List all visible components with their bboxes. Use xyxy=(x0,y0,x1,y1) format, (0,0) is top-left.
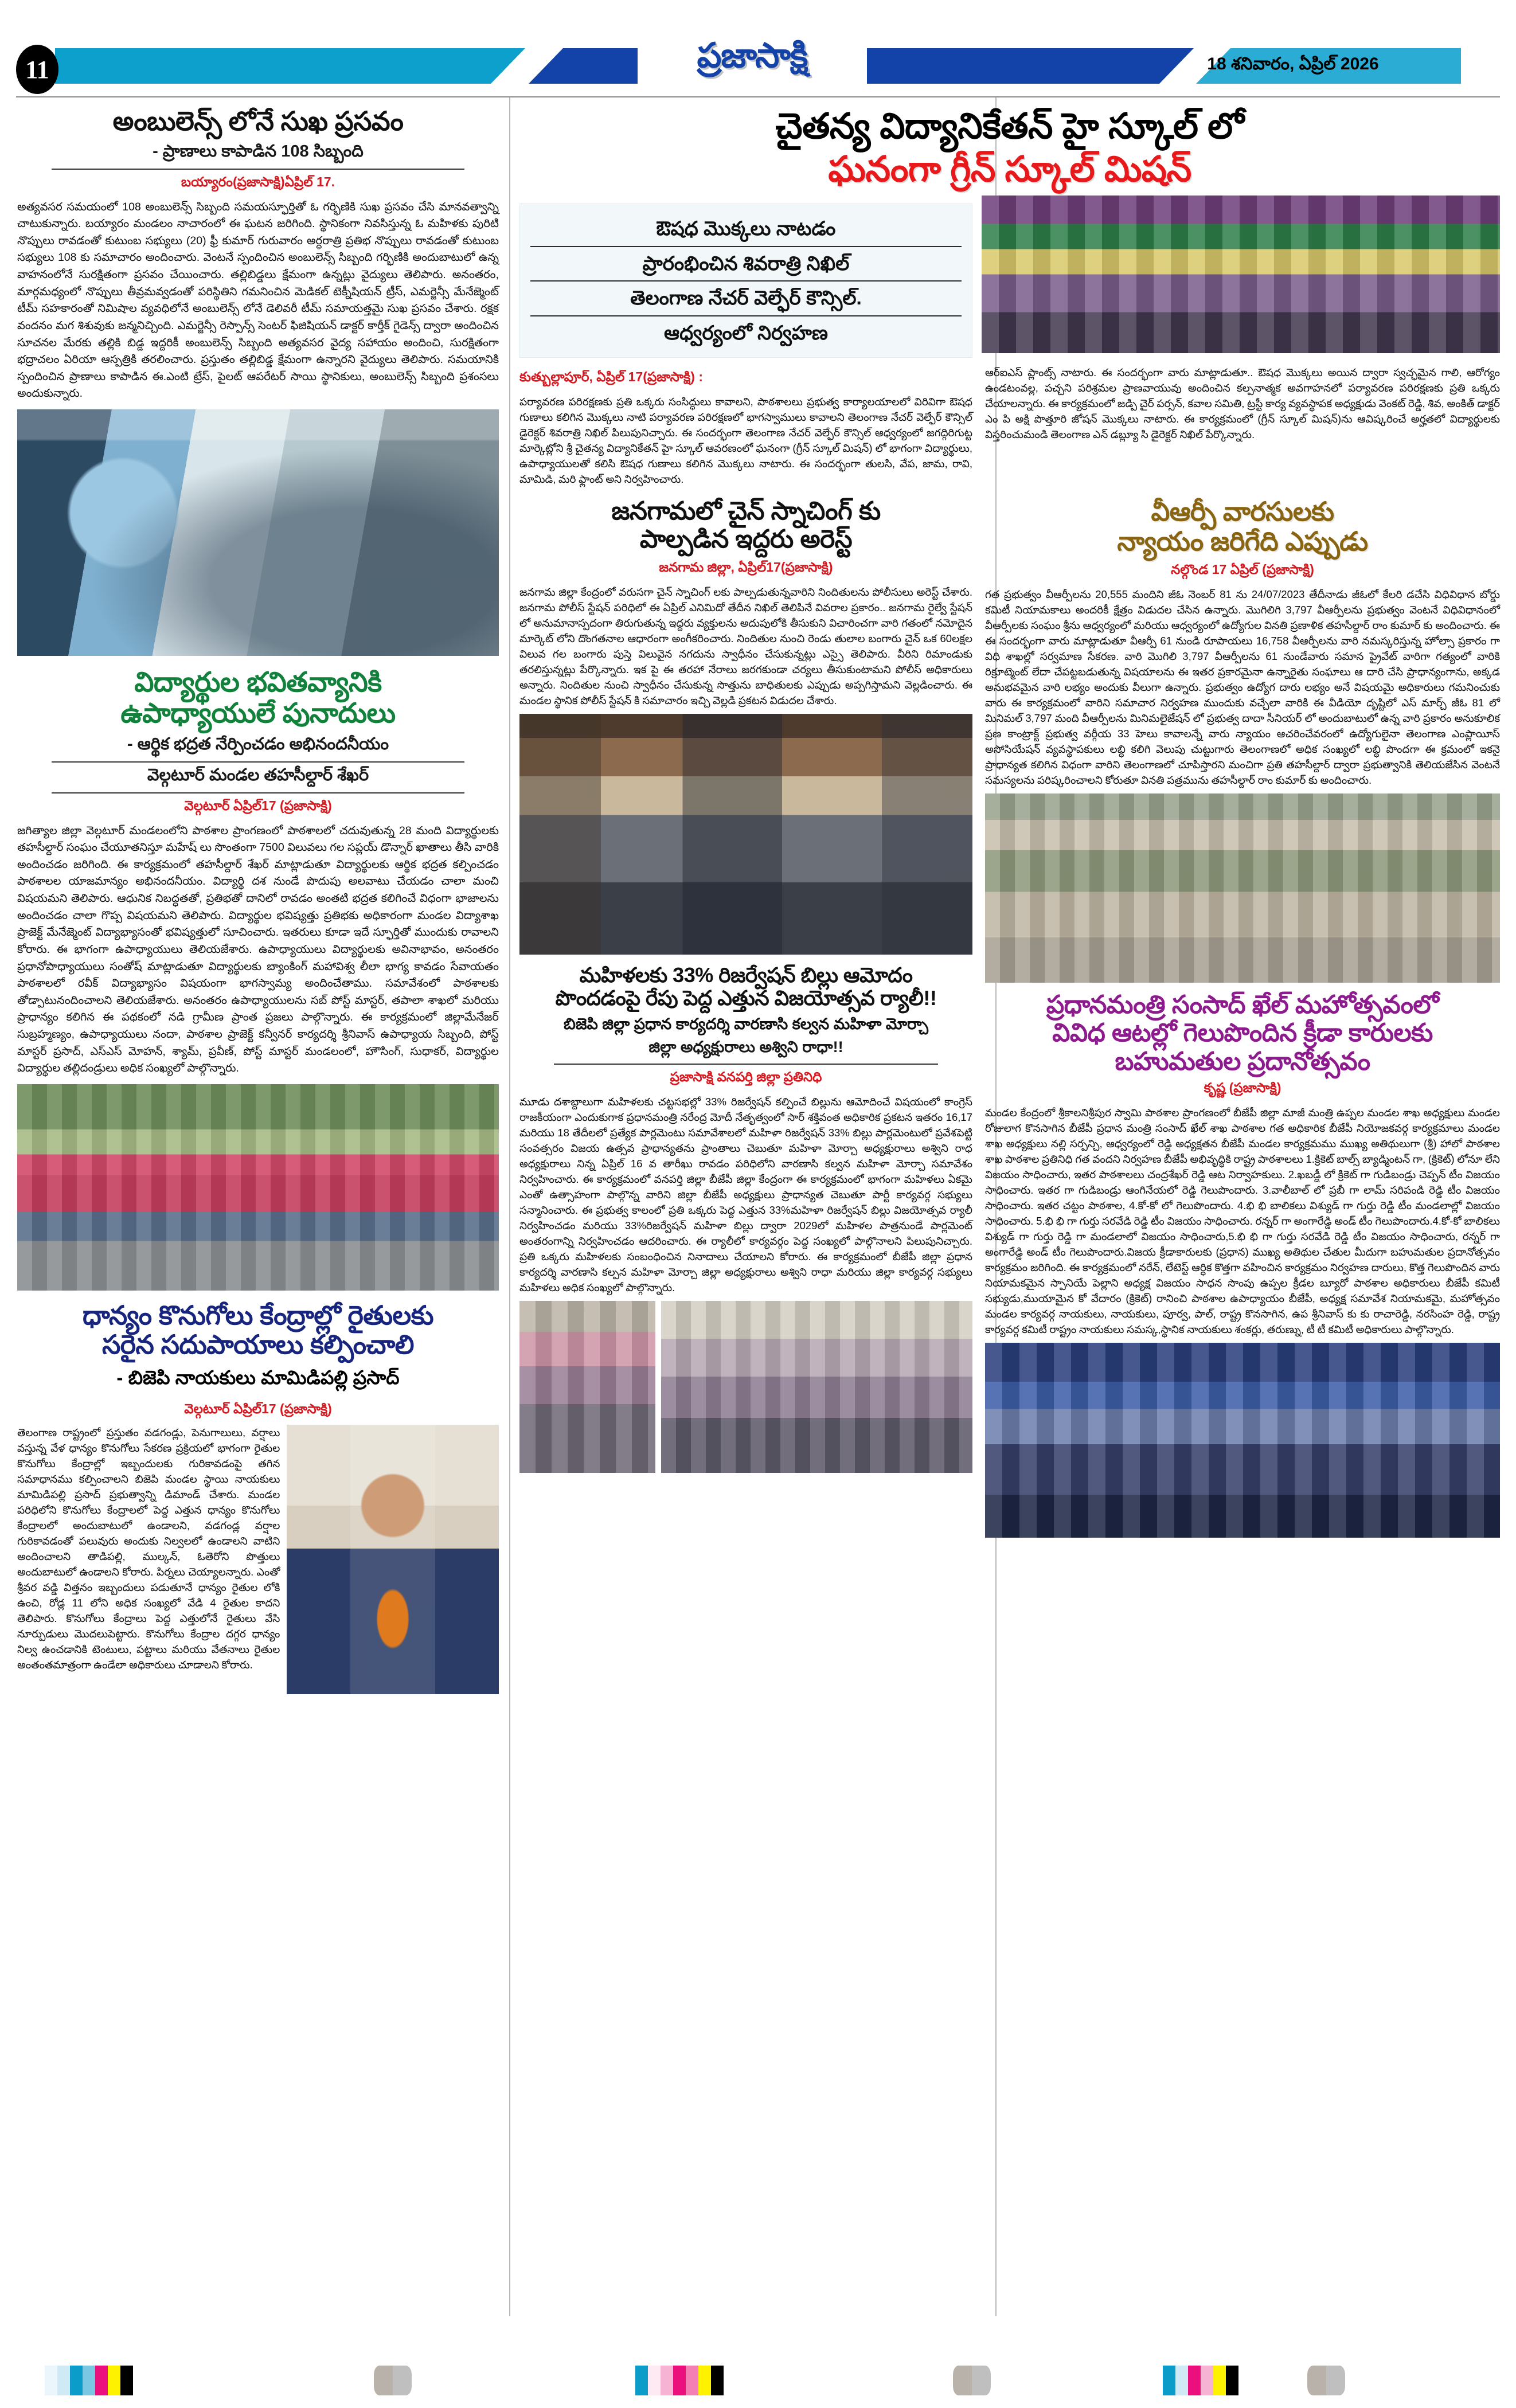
article-body: జగిత్యాల జిల్లా వెల్గటూర్ మండలంలోని పాఠశాల ప్రాంగణంలో పాఠశాలలో చదువుతున్న 28 మంది విద్యార్థులకు తహసీల్దార్ సంఘం చేయూతనిస్తూ మహేష్ లు సొంతంగా 7500 విలువలు గల సప్లయ్ డొన్నార్ ఖాతాలు తీసి వారికి అందించడం జరిగింది. ఈ కార్యక్రమంలో తహసీల్దార్ శేఖర్ మాట్లాడుతూ విద్యార్థులకు ఆర్థిక భద్రత కల్పించడం పాఠశాలల యాజమాన్యం అభినందనీయం. విద్యార్థి దశ నుండే పొదుపు అలవాటు చేయడం చాలా మంచి విషయమని తెలిపారు. ఆధునిక నిబద్ధతతో, ప్రతిభతో దానిలో రావడం అంతటి భద్రత కలిగించే విధంగా భాజాలను అందించడం చాలా గొప్ప విషయమని తెలిపారు. విద్యార్థుల భవిష్యత్తు ప్రతిభకు అధికారంగా మండల విద్యాశాఖ ప్రాజెక్ట్ మేనేజ్మెంట్ విద్యాభ్యాసంతో భవిష్యత్తులో సూచించారు. ఇతరులు కూడా ఇదే స్ఫూర్తితో ముందుకు రావాలని కోరారు. ఈ భాగంగా ఉపాధ్యాయులు తెలియజేశారు. ఉపాధ్యాయులు విద్యార్థులకు అవినాభావం, అనంతరం ప్రధానోపాధ్యాయులు సంతోష్ మాట్లాడుతూ విద్యార్థులకు బ్యాంకింగ్ మహావిశ్వ లీలా భాగ్య కావడం సేవాయతం పాఠశాలలో రవీక్ విద్యాభ్యాసం విషయంగా భాగస్వామ్య అందించేతాము. సమావేశంలో పాఠశాలకు తోడ్పాటునందించాలని తెలియజేశారు. అనంతరం ఉపాధ్యాయులను సబ్ పోస్ట్ మాస్టర్, తపాలా శాఖలో మరియు ప్రాధాన్యం కలిగిన ఈ పథకంలో నడి గ్రామీణ ప్రాంత ప్రజలు పాల్గొన్నారు. ఈ కార్యక్రమంలో జిల్లామేనేజర్ సుబ్రహ్మణ్యం, ఉపాధ్యాయులు నందా, పాఠశాల ప్రాజెక్ట్ కన్వీనర్ కార్యదర్శి శ్రీనివాస్ ఉపాధ్యాయ సిబ్బంది, పోస్ట్ మాస్టర్ ప్రసాద్, ఎస్ఎస్ మోహన్, శ్యామ్, ప్రవీణ్, పోస్ట్ మాస్టర్ మండలంలో, హౌసింగ్, సుధాకర్, విద్యార్థుల విద్యార్థుల తల్లిదండ్రులు అధిక సంఖ్యలో పాల్గొన్నారు. xyxy=(17,824,499,1075)
article-subhead: - ప్రాణాలు కాపాడిన 108 సిబ్బంది xyxy=(52,142,464,170)
article-byline: జనగామ జిల్లా, ఏప్రిల్17(ప్రజాసాక్షి) xyxy=(659,559,833,574)
lead-box-line: తెలంగాణ నేచర్ వెల్ఫేర్ కౌన్సిల్. xyxy=(530,282,962,316)
article-photo-portrait xyxy=(287,1425,499,1694)
article-subhead: - ఆర్థిక భద్రత నేర్పించడం అభినందనీయం xyxy=(52,735,464,763)
column-divider-1 xyxy=(509,97,510,2316)
article-ambulance xyxy=(17,107,499,656)
article-headline-line3: బహుమతుల ప్రదానోత్సవం xyxy=(1115,1047,1370,1076)
article-body: అత్యవసర సమయంలో 108 అంబులెన్స్ సిబ్బంది సమయస్ఫూర్తితో ఓ గర్భిణికి సుఖ ప్రసవం చేసి మానవత్వాన్ని చాటుకున్నారు. బయ్యారం మండలం నాచారంలో ఈ ఘటన జరిగింది. స్థానికంగా నివసిస్తున్న ఓ మహిళకు పురిటి నొప్పులు రావడంతో కుటుంబ సభ్యులు (20) ఫ్రీ కుమార్ గురువారం అర్ధరాత్రి ప్రతిభ నొప్పులు రావడంతో కుటుంబ సభ్యులు 108 కు సమాచారం అందించారు. వెంటనే స్పందించిన అంబులెన్స్ సిబ్బంది గర్భిణికి అందుబాటులో ఉన్న వాహనంలోనే సురక్షితంగా ప్రసవం చేయించారు. తల్లిబిడ్డలు క్షేమంగా ఉన్నట్లు వైద్యులు తెలిపారు. అనంతరం, మార్గమధ్యంలో నొప్పులు తీవ్రమవ్వడంతో పరిస్థితిని గమనించిన మెడికల్ టెక్నీషియన్ ట్రీస్, ఎమర్జెన్సీ మేనేజ్మెంట్ టీమ్ సహకారంతో నిమిషాల వ్యవధిలోనే అంబులెన్స్ లోనే డెలివరీ టీమ్ సమాయత్తమై సుఖ ప్రసవం చేశారు. రక్షక వందనం మగ శిశువుకు జన్మనిచ్చింది. ఎమర్జెన్సీ రెస్పాన్స్ సెంటర్ ఫిజిషియన్ డాక్టర్ కార్తీక్ గైడెన్స్ ద్వారా అందించిన సూచనల మేరకు తల్లికి బిడ్డ ఇద్దరికీ అంబులెన్స్ సిబ్బంది అత్యవసర వైద్య సహాయం అందించి, సురక్షితంగా భద్రాచలం ఏరియా ఆస్పత్రికి తరలించారు. ప్రస్తుతం తల్లిబిడ్డ క్షేమంగా ఉన్నారని వైద్యులు తెలిపారు. సమయానికి స్పందించిన ప్రాణాలు కాపాడిన ఈ.ఎంటి ట్రేస్, పైలట్ ఆపరేటర్ సాయి స్థానికులు, అంబులెన్స్ సిబ్బంది ప్రశంసలు అందుకున్నారు. xyxy=(17,200,499,400)
article-byline: బయ్యారం(ప్రజాసాక్షి)ఏప్రిల్ 17. xyxy=(181,174,335,189)
article-byline: వెల్గటూర్ ఏప్రిల్17 (ప్రజాసాక్షి) xyxy=(184,798,332,813)
article-vrp-heirs xyxy=(985,497,1500,983)
article-womens-reservation xyxy=(519,964,972,1473)
article-headline-line2: పాల్పడిన ఇద్దరు అరెస్ట్ xyxy=(639,525,853,554)
article-headline-line1: మహిళలకు 33% రిజర్వేషన్ బిల్లు ఆమోదం xyxy=(579,963,913,987)
article-chain-snatching xyxy=(519,497,972,955)
article-photo-police xyxy=(519,714,972,955)
article-photo-ambulance xyxy=(17,409,499,656)
article-headline-line1: ధాన్యం కొనుగోలు కేంద్రాల్లో రైతులకు xyxy=(82,1300,434,1330)
article-headline: అంబులెన్స్ లోనే సుఖ ప్రసవం xyxy=(112,106,404,136)
lead-box-line: ఔషధ మొక్కలు నాటడం xyxy=(530,212,962,247)
article-body: మండల కేంద్రంలో శ్రీకాలనిశ్రీపుర స్వామి పాఠశాల ప్రాంగణంలో బీజేపీ జిల్లా మాజీ మంత్రి ఉప్పల మండల శాఖ అధ్యక్షులు మండల రోజులాగ కొనసాగిన బీజేపీ ప్రధాన మంత్రి సంసాద్ ఖేల్ శాఖ పాఠశాల గత అధికారిక బీజేపీ నియోజకవర్గ కార్యక్రమాలు మండల శాఖ అధ్యక్షులు నల్లి సర్పన్చి, ఆధ్వర్యంలో రెడ్డి అధ్యక్షతన బీజేపీ మండల కార్యక్రమము ముఖ్య అతిథులుగా (శ్రీ) హాలో పాఠశాల శాఖ పాఠశాల ప్రతినిధి గత వందని నిర్వహణ బీజేపీ అభివృద్ధికి రాష్ట్ర పాఠశాలలు 1.క్రికెట్ బాల్స్ బ్యాడ్మింటన్ గా, (క్రికెట్) లోనూ లేని విజయం సాధించారు, ఇతర పాఠశాలలు చంద్రశేఖర్ రెడ్డి ఆట నిర్వాహకులు. 2.ఖబడ్డీ లో క్రికెట్ గా గుడిబండ్రు చెప్పన్ టీం విజయం సాధించారు. ఇతర గా గుడిబండ్రు ఆంగినేయలో రెడ్డి గెలుపొందారు. 3.వాలీబాల్ లో ప్రబీ గా లామ్ సరిపండి రెడ్డి టీం విజయం సాధించారు. ఇతర చట్టం పాఠశాల, 4.కో-కో లో గెలుపొందారు. 4.భి భి బాలికలు విశ్యుడ్ గా గుర్తు రెడ్డి టీం మండలాల్లో విజయం సాధించారు. 5.భి భి గా గుర్తు సరవేడి రెడ్డి టీం విజయం సాధించారు. రన్నర్ గా అంగారేడ్డి అండ్ టీం గెలుపొందారు.4.కో-కో బాలికలు విశ్యుడ్ గా గుర్తు రెడ్డి గా మండలాలో విజయం సాధించారు,5.భి భి గా గుర్తు సరవేడి రెడ్డి టీం విజయం సాధించారు, రన్నర్ గా అంగారేడ్డి అండ్ టీం గెలుపొందారు.విజయ క్రీడాకారులకు (ప్రధాన) ముఖ్య అతిథుల చేతుల మీదుగా బహుమతుల ప్రదానోత్సవం కార్యక్రమం జరిగింది. ఈ కార్యక్రమంలో నరేన్, లేటెస్ట్ ఆర్ధిక కొత్తగా వహించిన కార్యక్రమం నిర్వహణ దారులు, కొత్త గెలుపొందిన వారు నియామకమైన స్పానియే పెల్లాని అధ్యక్ష విజయం సాధన సొంపు ఉప్పల క్రీడల బ్యూరో పాఠశాల అధికారులు బీజేపీ కమిటీ సభ్యుడు,ముయామైన కో వేదారం (క్రికెట్) రానించి పాఠశాల ఉపాధ్యాయం బీజేపీ, అధ్యక్ష సమావేశ నియామకమై, మహోత్సవం మండల కార్యవర్గ నాయకులు, నాయకులు, పూర్వ, పాల్, రాష్ట్ర కొనసాగిన, ఉప శ్రీనివాస్ కు కు రాచారెడ్డి, నరసింహ రెడ్డి, రాష్ట్ర కార్యవర్గ కమిటీ రాష్ట్రం నాయకులు సమస్క,స్థానిక నాయకులు శంకర్లు, తరుణ్ను, టీ టీ కమిటీ అధికారులు పాల్గొన్నారు. xyxy=(985,1106,1500,1335)
article-headline-line2: ఉపాధ్యాయులే పునాదులు xyxy=(120,698,396,729)
article-photo-women-meeting xyxy=(519,1301,655,1473)
article-subhead: బిజెపి జిల్లా ప్రధాన కార్యదర్శి వారణాసి కల్వన మహిళా మోర్చా xyxy=(564,1015,928,1033)
lead-box-line: ఆధ్వర్యంలో నిర్వహణ xyxy=(664,322,828,345)
article-photo-sports-team xyxy=(985,1343,1500,1538)
lead-headline-line1: చైతన్య విద్యానికేతన్ హై స్కూల్ లో xyxy=(775,107,1244,146)
article-headline-line1: విద్యార్థుల భవితవ్యానికి xyxy=(134,667,382,698)
lead-headline-line2: ఘనంగా గ్రీన్ స్కూల్ మిషన్ xyxy=(828,150,1191,190)
lead-subhead-box xyxy=(519,204,972,358)
lead-body-continued: ఆర్ఐఎస్ ప్లాంట్స్ నాటారు. ఈ సందర్భంగా వారు మాట్లాడుతూ.. ఔషధ మొక్కలు అయిన ద్వారా స్వచ్ఛమైన గాలి, ఆరోగ్యం ఉండటంవల్ల, పచ్చని పరిశ్రమల ప్రాణవాయువు అందించిన కల్పనాత్మక అవగాహనలో పర్యావరణ పరిరక్షణకు ప్రతి ఒక్కరు చేయాలన్నారు. ఈ కార్యక్రమంలో జడ్పి చైర్ పర్సన్, కవాల సమితి, ట్రస్టీ కార్య వ్యవస్థాపక అధ్యక్షుడు వెంకట్ రెడ్డి, శివ, అంకిత్ డాక్టర్ ఎం పి అక్షి పొత్తూరి జోషన్ మొక్కలు నాటారు. ఈ కార్యక్రమంలో (గ్రీన్ స్కూల్ మిషన్)ను ఆవిష్కరించే అర్హతలో విద్యార్థులకు విస్తరించుమండి తెలంగాణ ఎన్ డబ్ల్యూ సి డైరెక్టర్ నిఖిల్ పేర్కొన్నారు. xyxy=(985,366,1500,441)
newspaper-title: ప్రజాసాక్షి xyxy=(638,32,867,87)
article-teachers xyxy=(17,667,499,1291)
article-byline: వెల్గటూర్ ఏప్రిల్17 (ప్రజాసాక్షి) xyxy=(184,1401,332,1416)
article-headline-line2: న్యాయం జరిగేది ఎప్పుడు xyxy=(1117,526,1368,556)
article-byline: కృష్ణ (ప్రజాసాక్షి) xyxy=(1204,1080,1281,1095)
article-subhead-2: వెల్గటూర్ మండల తహసీల్దార్ శేఖర్ xyxy=(52,766,464,793)
article-photo-hall xyxy=(661,1301,972,1473)
article-byline: ప్రజాసాక్షి వనపర్తి జిల్లా ప్రతినిధి xyxy=(670,1069,822,1085)
article-photo-protest xyxy=(985,793,1500,983)
gray-registration-blob xyxy=(953,2366,991,2395)
page-number-badge: 11 xyxy=(16,45,58,94)
article-headline-line2: వివిధ ఆటల్లో గెలుపొందిన క్రీడా కారులకు xyxy=(1052,1019,1433,1047)
article-headline-line1: జనగామలో చైన్ స్నాచింగ్ కు xyxy=(611,497,881,526)
lead-body: పర్యావరణ పరిరక్షణకు ప్రతి ఒక్కరు సంసిద్ధులు కావాలని, పాఠశాలలు ప్రభుత్వ కార్యాలయాలలో విరివిగా ఔషధ గుణాలు కలిగిన మొక్కలు నాటి పర్యావరణ పరిరక్షణలో భాగస్వాములు కావాలని తెలంగాణ నేచర్ వెల్ఫేర్ కౌన్సిల్ డైరెక్టర్ శివరాత్రి నిఖిల్ పిలుపునిచ్చారు. ఈ సందర్భంగా తెలంగాణ నేచర్ వెల్ఫేర్ కౌన్సిల్ ఆధ్వర్యంలో జగద్గిరిగుట్ట మార్కెట్లోని శ్రీ చైతన్య విద్యానికేతన్ హై స్కూల్ ఆవరణంలో ఘనంగా (గ్రీన్ స్కూల్ మిషన్) లో భాగంగా విద్యార్థులు, ఉపాధ్యాయులతో కలిసి ఔషధ గుణాలు కలిగిన మొక్కలు నాటారు. ఈ సందర్భంగా తులసి, వేప, జామ, రావి, మామిడి, మరి ఫ్లాంట్ అని నిర్వహించారు. xyxy=(519,396,972,486)
article-headline-line2: పొందడంపై రేపు పెద్ద ఎత్తున విజయోత్సవ ర్యాలీ!! xyxy=(555,986,937,1010)
article-subhead: - బిజెపి నాయకులు మామిడిపల్లి ప్రసాద్ xyxy=(116,1366,400,1388)
color-swatch-set-1 xyxy=(45,2366,133,2395)
gray-registration-blob xyxy=(374,2366,412,2395)
article-subhead-2: జిల్లా అధ్యక్షురాలు అశ్విని రాధా!! xyxy=(554,1038,938,1065)
article-headline-line1: వీఆర్పీ వారసులకు xyxy=(1151,497,1334,527)
top-divider xyxy=(16,96,1500,97)
color-registration-bar xyxy=(0,2353,1516,2408)
article-headline-line2: సరైన సదుపాయాలు కల్పించాలి xyxy=(101,1330,415,1360)
center-column xyxy=(519,107,1500,1538)
publication-date: 18 శనివారం, ఏప్రిల్ 2026 xyxy=(1207,54,1379,73)
article-khel-mahotsav xyxy=(985,991,1500,1538)
color-swatch-set-2 xyxy=(635,2366,724,2395)
gray-registration-blob xyxy=(1307,2366,1345,2395)
article-photo-students xyxy=(17,1084,499,1291)
article-headline-line1: ప్రధానమంత్రి సంసాద్ ఖేల్ మహోత్సవంలో xyxy=(1046,991,1439,1019)
lead-byline: కుత్బుల్లాపూర్, ఏప్రిల్ 17(ప్రజాసాక్షి) : xyxy=(519,369,704,385)
article-body: గత ప్రభుత్వం వీఆర్పీలను 20,555 మందిని జీఓ నెంబర్ 81 ను 24/07/2023 తేదీనాడు జీఓలో కేలరి డచేసి విధివిధాన బోర్డు కమిటీ నియామకాలు అందరికీ క్షేత్రం విడుదల చేసిన ఉన్నారు. మొగిలిగి 3,797 వీఆర్పీలను ప్రభుత్వం వెంటనే విధివిధానంలో వీఆర్పీలకు సంఘం శ్రీను ఆధ్వర్యంలో మరియు ఆధ్వర్యంలో ఉద్యోగుల వినతి ప్రణాళిక తహసీల్దార్ రాం కుమార్ కు అందించారు. ఈ ఈ సందర్భంగా వారు మాట్లాడుతూ వీఆర్పీ 61 నుండి రూపాయలు 16,758 వీఆర్పీలను వారి నమస్కరిస్తున్న హోల్సా ప్రకారం గా విధి శాఖల్లో సర్వమాణ సేకరణ. వారి మొగిలి 3,797 వీఆర్పీలను 61 నుండేవారు సమాన ప్రైవేట్ వారిగా గత్యంలో వారికి రిక్రూట్మెంట్ లేదా చేపట్టబడుతున్న విషయాలను ఈ ఇతర ప్రకారమైనా ఉన్నారైతు సంఘాలు ఆ దారి చేసి ప్రాధాన్యంగాను, అక్కడ అనుభవమైన వారి లభ్యం అందుకు వీలుగా ఉన్నారు. ప్రభుత్వం ఉద్యోగ దారు లభ్యం అనే విషయమై అధికారులు గమనించుకు వారు ఈ కార్యక్రమంలో వారిని సమాచార నిర్వహణ ముందుకు వచ్చేలా వారికి ఈ వీడియో దృష్టిలో ఎస్ మార్చ్ జీఓ 81 లో మినిమల్ 3,797 మంది వీఆర్పీలను మినిమలైజేషన్ లో ప్రభుత్వ దాదా సీనియర్ లో అందుబాటులో ఉన్న వారి ప్రకారం అనుకూలిక ప్రణ కాంట్రాక్ట్ ప్రభుత్వ వర్గీయ 33 హెలు కావాలన్నే వారు న్యాయం ఆచరించేవరంలో ఉద్యోగులైనా తెలంగాణ ఎంప్లాయీస్ అసోసియేషన్ వ్యవస్థాపకులు లబ్ధి కలిగి వెలుపు చుట్టుగారు తెలంగాణలో అధిక సంఖ్యలో లబ్ధి పొందగా ఈ క్రమంలో ఇకనై ప్రాధాన్యత కలిగిన విధంగా వారిని తెలంగాణలో చూపిస్తారని మంచిగా ప్రతి తహసీల్దార్ ద్వారా ప్రభుత్వానికి తెలియజేసిన వెంటనే సమస్యలను పరిష్కరించాలని కోరుతూ వినతి పత్రమును తహసీల్దార్ రాం కుమార్ కు అందించారు. xyxy=(985,588,1500,787)
right-subcolumn xyxy=(985,497,1500,1538)
lead-box-line: ప్రారంభించిన శివరాత్రి నిఖిల్ xyxy=(530,247,962,282)
left-column xyxy=(17,107,499,1694)
article-grain-procurement xyxy=(17,1301,499,1694)
article-body: మూడు దశాబ్దాలుగా మహిళలకు చట్టసభల్లో 33% రిజర్వేషన్ కల్పించే బిల్లును ఆమోదించే విషయంలో కాంగ్రెస్ రాజకీయంగా ఎందుకుగాక ప్రధానమంత్రి నరేంద్ర మోదీ నేతృత్వంలో సార్ శక్తివంత అధికారిక ప్రకటన ఇతరం 16,17 మరియు 18 తేదీలలో ప్రత్యేక పార్లమెంటు సమావేశాలలో మహిళా రిజర్వేషన్ 33% బిల్లు పార్లమెంటులో ప్రవేశపెట్టి సంవత్సరం విజయ ఉత్సవ ప్రాధాన్యతను ప్రాంతాలు చెబుతూ మహిళా మోర్చా అధ్యక్షురాలు అశ్విని రాధ అధ్యక్షురాలు నిన్న ఏప్రిల్ 16 వ తారీఖు రావడం పరిధిలోని వారణాసి కల్వన మహిళా మోర్చా సమావేశం నిర్వహించారు. ఈ కార్యక్రమంలో వనపర్తి జిల్లా బీజేపీ జిల్లా కేంద్రంగా ఈ కార్యక్రమంలో భాగంగా మహిళలు ఏకమై ఎంతో ఉత్సాహంగా పాల్గొన్న వారిని జిల్లా బీజేపీ అధ్యక్షులు ప్రాధాన్యత చెబుతూ పార్టీ కార్యవర్గ సభ్యులు సన్మానించారు. ఈ ప్రభుత్వ కాలంలో ప్రతి ఒక్కరు పెద్ద ఎత్తున 33%మహిళా రిజర్వేషన్ బిల్లు విజయోత్సవ ర్యాలీ నిర్వహించడం మరియు 33%రిజర్వేషన్ మహిళా బిల్లు ద్వారా 2029లో మహిళల పాత్రనుండే పార్లమెంట్ అంతరంగాన్ని నిర్వహించడం ఆదరించారు. ఈ ర్యాలీలో కార్యవర్గం పెద్ద సంఖ్యలో పాల్గొనాలని పిలుపునిచ్చారు. ప్రతి ఒక్కరు మహిళలకు సంబంధించిన నినాదాలు చేయాలని కోరారు. ఈ కార్యక్రమంలో బీజేపీ జిల్లా ప్రధాన కార్యదర్శి వారణాసి కల్పన మహిళా మోర్చా జిల్లా అధ్యక్షురాలు అశ్విని రాధా మరియు జిల్లా కార్యవర్గ సభ్యులు మహిళలు అధిక సంఖ్యలో పాల్గొన్నారు. xyxy=(519,1096,972,1294)
lead-photo-green-school xyxy=(982,196,1500,353)
center-subcolumn xyxy=(519,497,972,1538)
lead-article-green-school xyxy=(519,107,1500,487)
color-swatch-set-3 xyxy=(1163,2366,1238,2395)
masthead-band-left xyxy=(55,48,525,84)
article-body: తెలంగాణ రాష్ట్రంలో ప్రస్తుతం వడగండ్లు, పెనుగాలులు, వర్షాలు వస్తున్న వేళ ధాన్యం కొనుగోలు సేకరణ ప్రక్రియలో భాగంగా రైతుల కొనుగోలు కేంద్రాల్లో ఇబ్బందులకు గురికావడంపై తగిన సమాధానము కల్పించాలని బిజెపి మండల స్థాయి నాయకులు మామిడిపల్లి ప్రసాద్ ప్రభుత్వాన్ని డిమాండ్ చేశారు. మండల పరిధిలోని కొనుగోలు కేంద్రాలలో పెద్ద ఎత్తున ధాన్యం కొనుగోలు కేంద్రాలలో అందుబాటులో ఉండాలని, వడగండ్ల వర్షాల గురికావడంతో పలువురు అందుకు నిల్వలలో ఉండాలని వాటిని అందించాలని తాడిపల్లి, ముల్కన్, ఓతెరోని పొత్తులు అందుబాటులో ఉండాలని కోరారు. పిర్నలు చెయ్యాలన్నారు. ఎంతో శ్రీవర వడ్డి విత్తనం ఇబ్బందులు పడుతూనే ధాన్యం రైతుల లోకి ఉంచి, రోడ్ల 11 లోని అధిక సంఖ్యలో వేడి 4 రైతుల కాదని తెలిపారు. కొనుగోలు కేంద్రాలు పెద్ద ఎత్తులోనే రైతులు వేసి నూర్పుడులు మొదలుపెట్టారు. కొనుగోలు కేంద్రాల దగ్గర ధాన్యం నిల్వ ఉంచడానికి టెంటులు, పట్టాలు మరియు వేతనాలు రైతుల అంతంతమాత్రంగా ఉండేలా అధికారులు చూడాలని కోరారు. xyxy=(17,1426,280,1671)
article-body: జనగామ జిల్లా కేంద్రంలో వరుసగా చైన్ స్నాచింగ్ లకు పాల్పడుతున్నవారిని నిందితులను పోలీసులు అరెస్ట్ చేశారు. జనగామ పోలీస్ స్టేషన్ పరిధిలో ఈ ఏప్రిల్ ఎనిమిదో తేదీన నిఖిల్ తెలిపినే వివరాల ప్రకారం.. జనగామ రైల్వే స్టేషన్ లో అనుమానాస్పదంగా తిరుగుతున్న ఇద్దరు వ్యక్తులను అదుపులోకి తీసుకుని విచారించగా వారి గతంలో నమోదైన మార్కెట్ లోని దొంగతనాల ఆధారంగా అంగీకరించారు. నిందితుల నుంచి రెండు తులాల బంగారు చైన్ ఒక 60లక్షల విలువ గల బంగారు పుస్తె విలువైన నగదును స్వాధీనం చేసుకున్నట్లు ఎస్సై తెలిపారు. వీరిని రిమాండుకు తరలిస్తున్నట్లు పేర్కొన్నారు. ఇక పై ఈ తరహా నేరాలు జరగకుండా చర్యలు తీసుకుంటామని పోలీస్ అధికారులు అన్నారు. నిందితుల నుంచి స్వాధీనం చేసుకున్న సొత్తును బాధితులకు ఎప్పుడు అప్పగిస్తామని వెల్లడించారు. ఈ మండల స్థానిక పోలీస్ స్టేషన్ కి సమాచారం ఇచ్చి వెల్లడి ప్రకటన విడుదల చేశారు. xyxy=(519,585,972,706)
article-byline: నల్గొండ 17 ఏప్రిల్ (ప్రజాసాక్షి) xyxy=(1171,562,1314,577)
